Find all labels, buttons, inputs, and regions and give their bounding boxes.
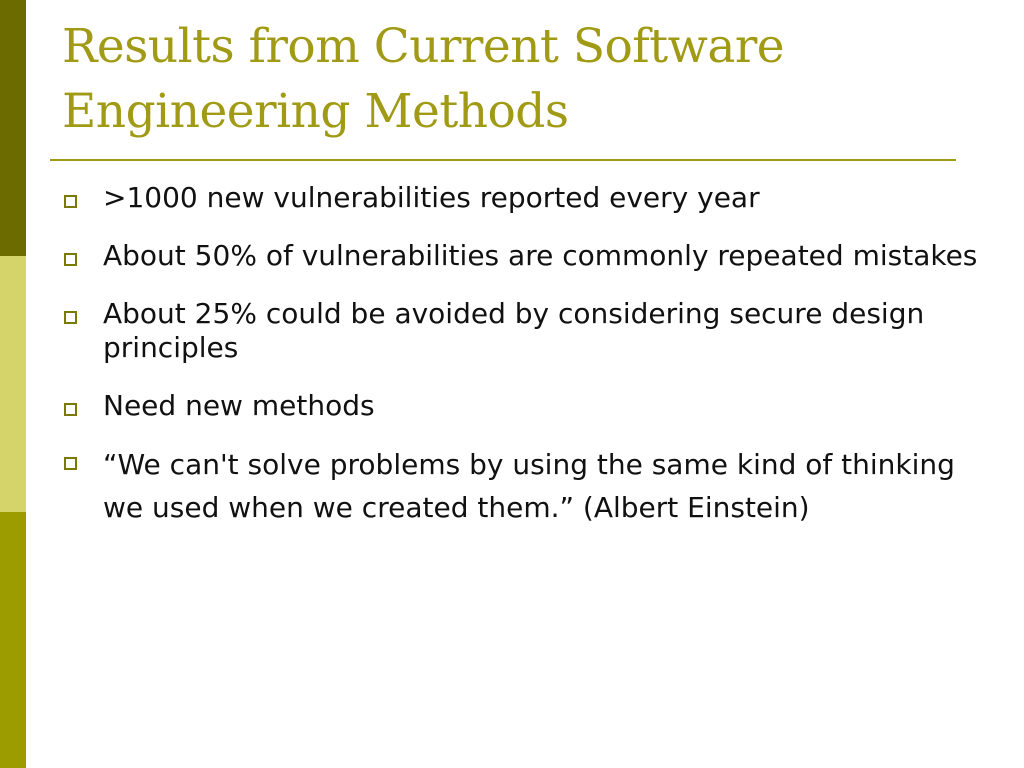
title-underline — [50, 159, 956, 161]
bullet-item — [62, 239, 982, 273]
bullet-text: >1000 new vulnerabilities reported every year — [103, 181, 760, 214]
title-line-2: Engineering Methods — [62, 84, 569, 139]
bullet-item-quote — [62, 443, 982, 529]
bullet-item — [62, 389, 982, 423]
square-bullet-icon — [64, 253, 77, 266]
bullet-item — [62, 181, 982, 215]
bullet-text: Need new methods — [103, 389, 375, 422]
square-bullet-icon — [64, 195, 77, 208]
sidebar-band-middle — [0, 256, 26, 512]
square-bullet-icon — [64, 457, 77, 470]
bullet-text: “We can't solve problems by using the same kind of thinking we used when we created them.” (Albert Einstein) — [103, 448, 955, 524]
square-bullet-icon — [64, 403, 77, 416]
bullet-text: About 50% of vulnerabilities are commonly repeated mistakes — [103, 239, 978, 272]
bullet-text: About 25% could be avoided by considering secure design principles — [103, 297, 925, 364]
square-bullet-icon — [64, 311, 77, 324]
slide-title — [62, 14, 962, 144]
sidebar-band-top — [0, 0, 26, 256]
sidebar-band-bottom — [0, 512, 26, 768]
bullet-list — [62, 181, 982, 553]
title-line-1: Results from Current Software — [62, 19, 785, 74]
bullet-item — [62, 297, 982, 365]
